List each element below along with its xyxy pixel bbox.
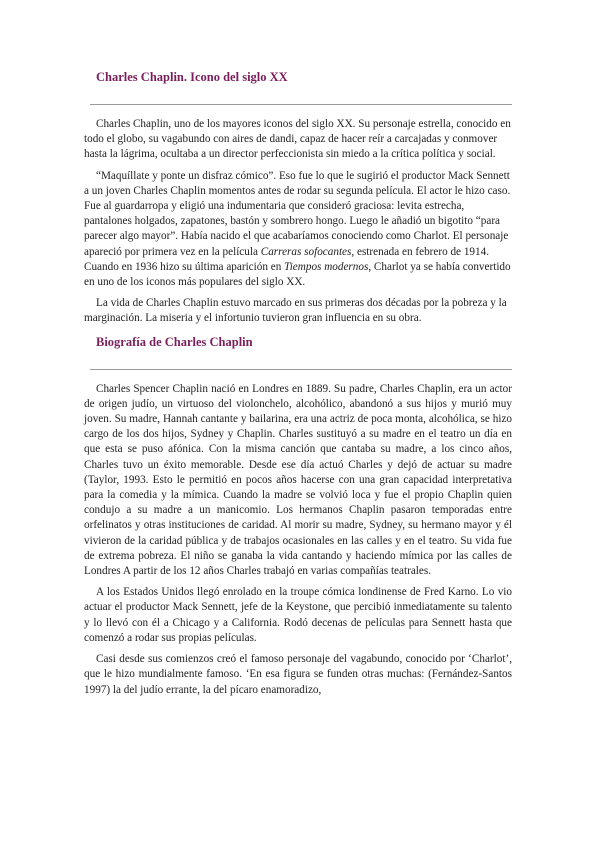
document-body (84, 68, 512, 704)
film-title: Tiempos modernos (284, 260, 369, 273)
section-title-biografia: Biografía de Charles Chaplin (96, 334, 253, 349)
text-run: , Charlot ya se había convertido en uno de los iconos más populares del siglo XX. (84, 260, 511, 289)
paragraph: Casi desde sus comienzos creó el famoso personaje del vagabundo, conocido por ‘Charlot’, que le hizo mundialmente famoso. ‘En esa figura se funden otras muchas: (Fernández-Santos 1997) la del judío errante, la del pícaro enamoradizo, (84, 653, 512, 696)
paragraph: Charles Chaplin, uno de los mayores iconos del siglo XX. Su personaje estrella, conocido en todo el globo, su vagabundo con aires de dandi, capaz de hacer reír a carcajadas y conmover hasta la lágrima, ocultaba a un director perfeccionista sin miedo a la crítica política y social. (84, 118, 511, 161)
section-biografia (84, 333, 512, 698)
paragraph: Charles Spencer Chaplin nació en Londres en 1889. Su padre, Charles Chaplin, era un actor de origen judío, un virtuoso del violonchelo, alcohólico, abandonó a sus hijos y murió muy joven. Su madre, Hannah cantante y bailarina, era una actriz de poca monta, alcohólica, se hizo cargo de los dos hijos, Sydney y Chaplin. Charles sustituyó a su madre en el teatro un día en que esta se puso afónica. Con la misma canción que cantaba su madre, a los cinco años, Charles tuvo un éxito memorable. Desde ese día actuó Charles y dejó de actuar su madre (Taylor, 1993. Esto le permitió en pocos años hacerse con una gran capacidad interpretativa para la comedia y la mímica. Cuando la madre se volvió loca y fue el propio Chaplin quien condujo a su madre a un manicomio. Los hermanos Chaplin pasaron temporadas entre orfelinatos y otras instituciones de caridad. Al morir su madre, Sydney, su hermano mayor y él vivieron de la caridad pública y de trabajos ocasionales en las calles y en el teatro. Su vida fue de extrema pobreza. El niño se ganaba la vida cantando y haciendo mímica por las calles de Londres A partir de los 12 años Charles trabajó en varias compañías teatrales. (84, 382, 512, 578)
paragraph: A los Estados Unidos llegó enrolado en la troupe cómica londinense de Fred Karno. Lo vio actuar el productor Mack Sennett, jefe de la Keystone, que percibió inmediatamente su talento y lo llevó con él a Chicago y a California. Rodó decenas de películas para Sennett hasta que comenzó a rodar sus propias películas. (84, 586, 512, 644)
paragraph (84, 169, 512, 291)
paragraph: La vida de Charles Chaplin estuvo marcado en sus primeras dos décadas por la pobreza y la marginación. La miseria y el infortunio tuvieron gran influencia en su obra. (84, 297, 507, 325)
divider (90, 369, 512, 370)
text-run: , estrenada en febrero de 1914. Cuando en 1936 hizo su última aparición en (84, 245, 489, 273)
film-title: Carreras sofocantes (260, 245, 352, 258)
section-title-icono: Charles Chaplin. Icono del siglo XX (96, 70, 288, 84)
divider (90, 104, 512, 105)
text-run: “Maquíllate y ponte un disfraz cómico”. Eso fue lo que le sugirió el productor Mack Sennett a un joven Charles Chaplin momentos antes de rodar su segunda película. El actor le hizo caso. Fue al guardarropa y eligió una indumentaria que consideró graciosa: levita estrecha, pantalones holgados, zapatones, bastón y sombrero hongo. Luego le añadió un bigotito “para parecer algo mayor”. Había nacido el que acabaríamos conociendo como Charlot. El personaje apareció por primera vez en la película (84, 169, 511, 258)
section-icono (84, 68, 512, 327)
